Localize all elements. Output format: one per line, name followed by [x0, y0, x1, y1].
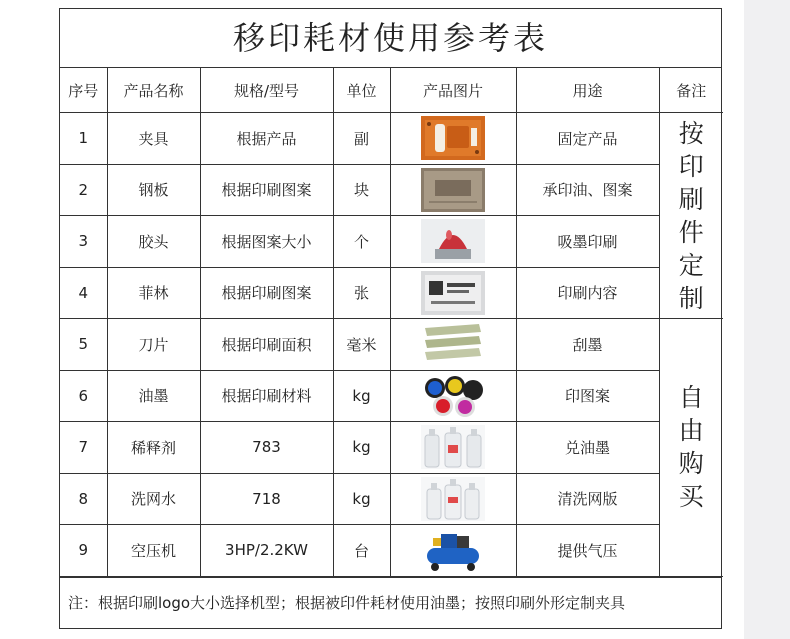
table-row — [60, 422, 723, 474]
cell-no: 7 — [60, 422, 107, 474]
cell-no: 1 — [60, 113, 107, 165]
table-row — [60, 473, 723, 525]
cell-spec: 根据产品 — [200, 113, 333, 165]
cell-unit: 张 — [333, 267, 390, 319]
header-name: 产品名称 — [107, 68, 200, 113]
silicone-pad-photo — [421, 219, 485, 263]
cell-use: 刮墨 — [516, 319, 659, 371]
cell-no: 2 — [60, 164, 107, 216]
film-photo — [421, 271, 485, 315]
cell-spec: 根据印刷面积 — [200, 319, 333, 371]
cell-image — [390, 319, 516, 371]
cell-spec: 根据印刷图案 — [200, 267, 333, 319]
cell-unit: kg — [333, 370, 390, 422]
cell-unit: kg — [333, 473, 390, 525]
cell-use: 固定产品 — [516, 113, 659, 165]
cell-name: 夹具 — [107, 113, 200, 165]
cell-no: 4 — [60, 267, 107, 319]
cell-name: 油墨 — [107, 370, 200, 422]
cell-image — [390, 525, 516, 577]
compressor-photo — [421, 528, 485, 572]
cell-name: 刀片 — [107, 319, 200, 371]
cell-use: 印刷内容 — [516, 267, 659, 319]
remark-free: 自 由 购 买 — [659, 319, 723, 577]
cell-image — [390, 473, 516, 525]
cell-spec: 根据印刷图案 — [200, 164, 333, 216]
cell-image — [390, 370, 516, 422]
footer-note: 注：根据印刷logo大小选择机型；根据被印件耗材使用油墨；按照印刷外形定制夹具 — [60, 577, 721, 628]
cell-use: 清洗网版 — [516, 473, 659, 525]
steel-plate-photo — [421, 168, 485, 212]
cell-no: 5 — [60, 319, 107, 371]
cell-spec: 根据图案大小 — [200, 216, 333, 268]
cleaner-bottles-photo — [421, 477, 485, 521]
table-row — [60, 525, 723, 577]
cell-use: 兑油墨 — [516, 422, 659, 474]
table-row — [60, 267, 723, 319]
blade-photo — [421, 322, 485, 366]
header-unit: 单位 — [333, 68, 390, 113]
page-title: 移印耗材使用参考表 — [60, 9, 721, 68]
cell-unit: 块 — [333, 164, 390, 216]
cell-name: 洗网水 — [107, 473, 200, 525]
header-spec: 规格/型号 — [200, 68, 333, 113]
cell-unit: 台 — [333, 525, 390, 577]
cell-no: 9 — [60, 525, 107, 577]
cell-no: 6 — [60, 370, 107, 422]
cell-name: 胶头 — [107, 216, 200, 268]
cell-image — [390, 164, 516, 216]
cell-image — [390, 113, 516, 165]
cell-no: 8 — [60, 473, 107, 525]
cell-spec: 根据印刷材料 — [200, 370, 333, 422]
table-row — [60, 370, 723, 422]
thinner-bottles-photo — [421, 425, 485, 469]
cell-spec: 783 — [200, 422, 333, 474]
header-image: 产品图片 — [390, 68, 516, 113]
header-remark: 备注 — [659, 68, 723, 113]
table-row — [60, 164, 723, 216]
cell-name: 空压机 — [107, 525, 200, 577]
cell-image — [390, 267, 516, 319]
cell-name: 菲林 — [107, 267, 200, 319]
header-no: 序号 — [60, 68, 107, 113]
consumables-table — [60, 68, 723, 577]
cell-spec: 3HP/2.2KW — [200, 525, 333, 577]
ink-cans-photo — [421, 374, 485, 418]
table-row — [60, 319, 723, 371]
fixture-photo — [421, 116, 485, 160]
cell-unit: 毫米 — [333, 319, 390, 371]
cell-image — [390, 216, 516, 268]
cell-no: 3 — [60, 216, 107, 268]
table-row — [60, 216, 723, 268]
table-row — [60, 113, 723, 165]
table-header-row — [60, 68, 723, 113]
cell-spec: 718 — [200, 473, 333, 525]
cell-use: 印图案 — [516, 370, 659, 422]
side-strip — [744, 0, 790, 639]
cell-use: 吸墨印刷 — [516, 216, 659, 268]
cell-use: 承印油、图案 — [516, 164, 659, 216]
cell-unit: 个 — [333, 216, 390, 268]
cell-use: 提供气压 — [516, 525, 659, 577]
cell-name: 钢板 — [107, 164, 200, 216]
cell-unit: kg — [333, 422, 390, 474]
header-use: 用途 — [516, 68, 659, 113]
cell-name: 稀释剂 — [107, 422, 200, 474]
cell-unit: 副 — [333, 113, 390, 165]
remark-custom: 按 印 刷 件 定 制 — [659, 113, 723, 319]
cell-image — [390, 422, 516, 474]
reference-sheet — [59, 8, 722, 629]
